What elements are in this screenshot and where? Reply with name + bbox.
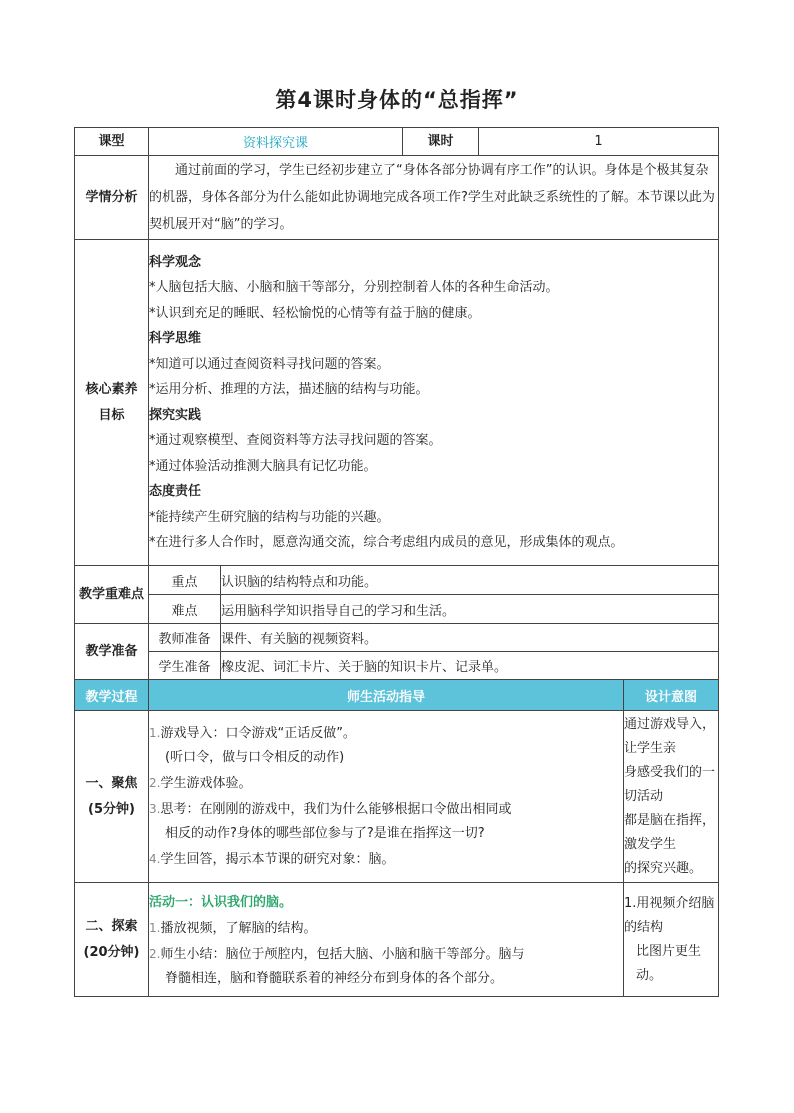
stage1-time: (5分钟) (88, 801, 135, 817)
focus-label: 重点 (149, 566, 221, 595)
goals-label (75, 240, 149, 566)
stage1-label (75, 711, 149, 883)
goal-item: *通过体验活动推测大脑具有记忆功能。 (149, 458, 377, 474)
goal-item: *人脑包括大脑、小脑和脑干等部分，分别控制着人体的各种生命活动。 (149, 280, 559, 295)
goal-heading: 科学思维 (149, 331, 202, 346)
goals-label-line1: 核心素养 (85, 381, 138, 397)
goal-item: *能持续产生研究脑的结构与功能的兴趣。 (149, 509, 390, 525)
student-prep-row (75, 652, 719, 680)
intent-line: 1.用视频介绍脑的结构 (624, 895, 715, 935)
activity-title: 活动一：认识我们的脑。 (149, 895, 293, 911)
teacher-prep-row (75, 624, 719, 652)
step-line: 2.学生游戏体验。 (149, 775, 252, 791)
step-line: 3.思考：在刚刚的游戏中，我们为什么能够根据口令做出相同或 (149, 801, 512, 817)
process-header-intent: 设计意图 (624, 680, 719, 711)
period-value: 1 (479, 128, 719, 156)
stage1-steps (149, 711, 624, 883)
difficulty-text: 运用脑科学知识指导自己的学习和生活。 (221, 595, 719, 624)
type-value: 资料探究课 (149, 128, 403, 156)
step-line: 1.播放视频，了解脑的结构。 (149, 920, 317, 936)
stage2-name: 二、探索 (85, 918, 138, 934)
goal-item: *通过观察模型、查阅资料等方法寻找问题的答案。 (149, 433, 442, 448)
student-prep-text: 橡皮泥、词汇卡片、关于脑的知识卡片、记录单。 (221, 652, 719, 680)
stage1-row (75, 711, 719, 883)
preparation-label: 教学准备 (75, 624, 149, 680)
analysis-text: 通过前面的学习，学生已经初步建立了“身体各部分协调有序工作”的认识。身体是个极其复杂的机器，身体各部分为什么能如此协调地完成各项工作?学生对此缺乏系统性的了解。本节课以此为契机展开对“脑”的学习。 (149, 156, 719, 240)
step-line: (听口令，做与口令相反的动作) (165, 750, 345, 766)
step-line: 4.学生回答，揭示本节课的研究对象：脑。 (149, 851, 395, 867)
stage2-time: (20分钟) (83, 944, 140, 960)
stage1-name: 一、聚焦 (85, 775, 138, 791)
step-line: 相反的动作?身体的哪些部位参与了?是谁在指挥这一切? (165, 826, 485, 842)
step-line: 脊髓相连，脑和脊髓联系着的神经分布到身体的各个部分。 (165, 971, 504, 987)
stage2-intent (624, 883, 719, 997)
goal-item: *认识到充足的睡眠、轻松愉悦的心情等有益于脑的健康。 (149, 305, 481, 321)
goal-item: *在进行多人合作时，愿意沟通交流，综合考虑组内成员的意见，形成集体的观点。 (149, 535, 624, 550)
goals-label-line2: 目标 (98, 407, 125, 423)
step-line: 2.师生小结：脑位于颅腔内，包括大脑、小脑和脑干等部分。脑与 (149, 946, 525, 962)
step-line: 1.游戏导入：口令游戏“正话反做”。 (149, 725, 356, 741)
difficulty-row (75, 595, 719, 624)
stage2-label (75, 883, 149, 997)
lesson-plan-table (74, 127, 719, 997)
teacher-prep-text: 课件、有关脑的视频资料。 (221, 624, 719, 652)
goal-heading: 科学观念 (149, 254, 202, 270)
page-title: 第4课时身体的“总指挥” (275, 88, 519, 112)
intent-line: 比图片更生动。 (636, 943, 702, 983)
goal-heading: 探究实践 (149, 407, 202, 423)
focus-text: 认识脑的结构特点和功能。 (221, 566, 719, 595)
goals-row (75, 240, 719, 566)
difficulty-label: 难点 (149, 595, 221, 624)
process-header-stage: 教学过程 (75, 680, 149, 711)
intent-line: 通过游戏导入，让学生亲 (624, 716, 716, 756)
process-header-guidance: 师生活动指导 (149, 680, 624, 711)
stage1-intent (624, 711, 719, 883)
analysis-label: 学情分析 (75, 156, 149, 240)
intent-line: 身感受我们的一切活动 (624, 764, 716, 804)
analysis-row (75, 156, 719, 240)
stage2-row (75, 883, 719, 997)
goal-heading: 态度责任 (149, 484, 202, 499)
process-header-row (75, 680, 719, 711)
stage2-steps (149, 883, 624, 997)
type-label: 课型 (75, 128, 149, 156)
info-row (75, 128, 719, 156)
goals-content (149, 240, 719, 566)
goal-item: *运用分析、推理的方法，描述脑的结构与功能。 (149, 382, 429, 397)
goal-item: *知道可以通过查阅资料寻找问题的答案。 (149, 356, 390, 372)
period-label: 课时 (403, 128, 479, 156)
student-prep-label: 学生准备 (149, 652, 221, 680)
intent-line: 都是脑在指挥，激发学生 (624, 812, 716, 852)
key-points-label: 教学重难点 (75, 566, 149, 624)
teacher-prep-label: 教师准备 (149, 624, 221, 652)
focus-row (75, 566, 719, 595)
intent-line: 的探究兴趣。 (624, 860, 703, 876)
